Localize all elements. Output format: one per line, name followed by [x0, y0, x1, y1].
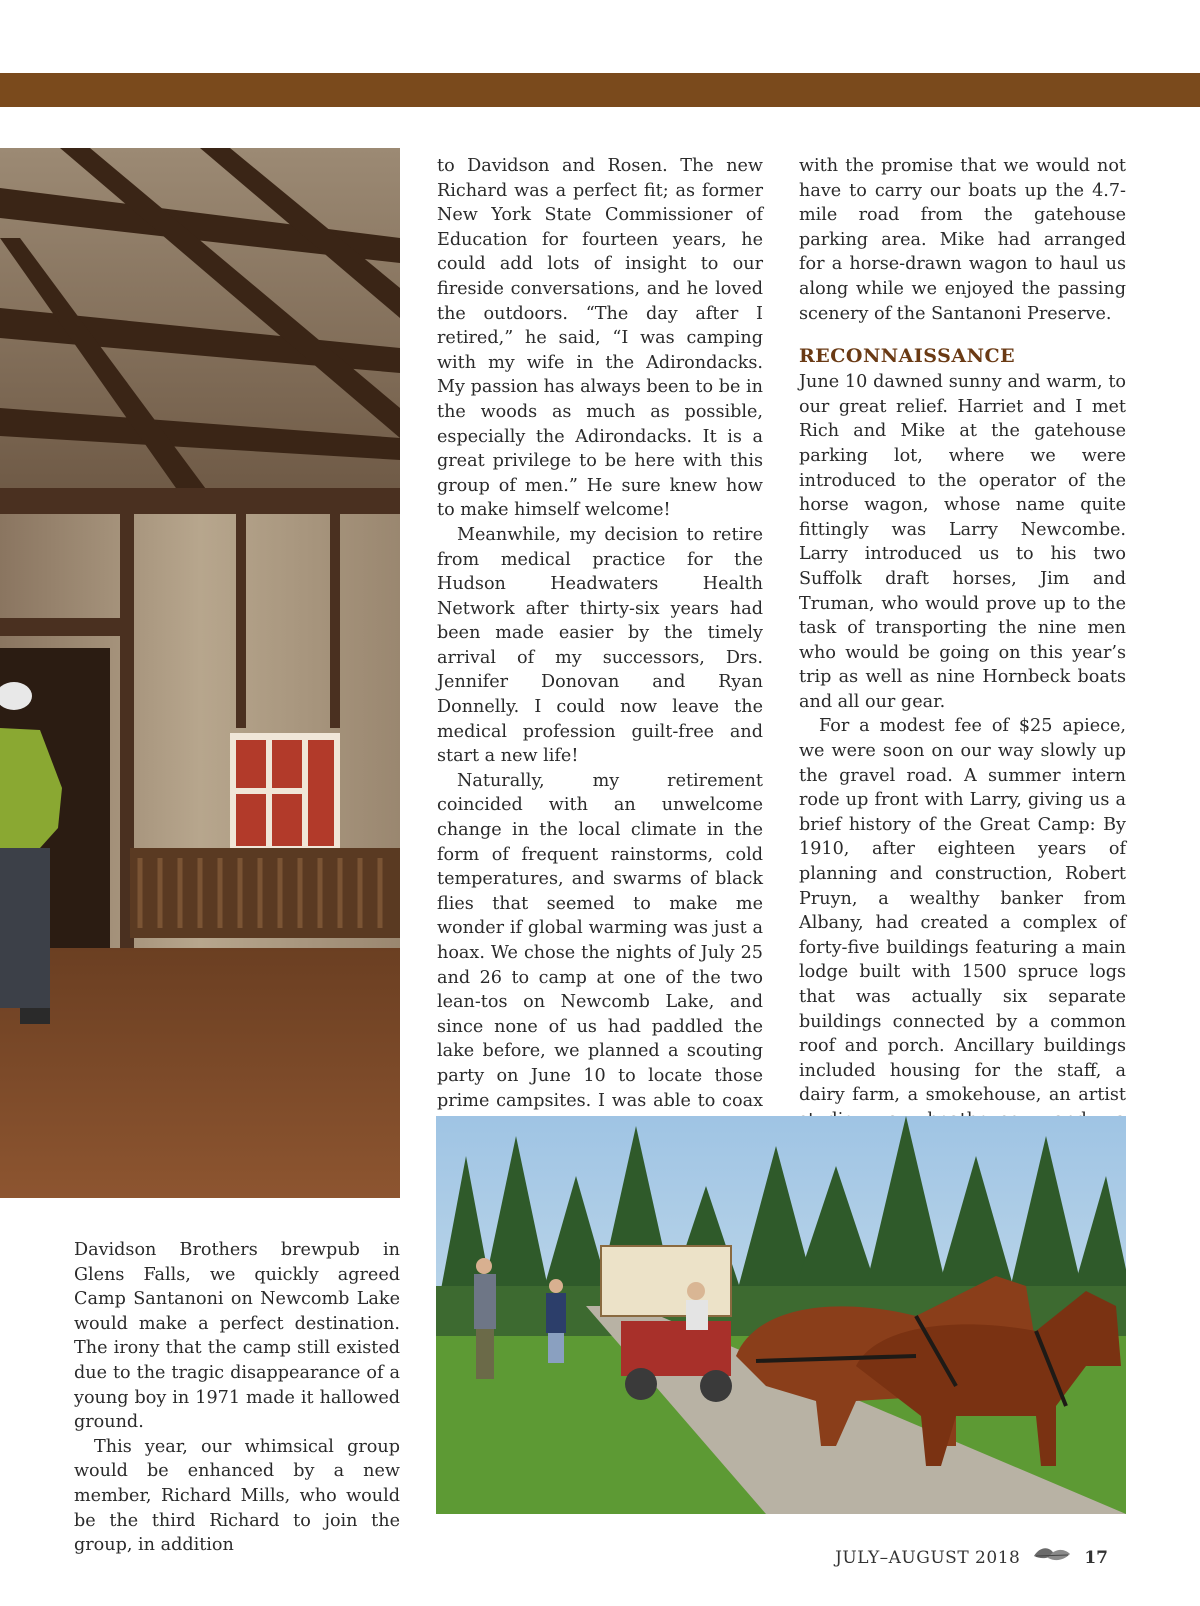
paragraph: For a modest fee of $25 apiece, we were soon on our way slowly up the gravel road. A summer intern rode up front with Larry, giving us a brief history of the Great Camp: By 1910, after eighteen years of planning and construction, Robert Pruyn, a wealthy banker from Albany, had created a complex of forty-five buildings featuring a main lodge built with 1500 spruce logs that was actually six separate buildings connected by a common roof and porch. Ancillary buildings included housing for the staff, a dairy farm, a smokehouse, an artist	[799, 716, 1126, 1106]
issue-date: JULY–AUGUST 2018	[835, 1547, 1021, 1568]
section-heading: RECONNAISSANCE	[799, 345, 1016, 368]
page-footer	[835, 1544, 1108, 1571]
horse-wagon-photo	[436, 1116, 1126, 1514]
paragraph: Naturally, my retirement coincided with an unwelcome change in the local climate in the form of frequent rainstorms, cold temperatures, and swarms of black flies that seemed to make me wonder if global warming was just a hoax. We chose the nights of July 25 and 26 to camp at one of the two lean-tos on Newcomb Lake, and since none of us had paddled the lake before, we planned a scouting party on June 10 to locate those prime campsites. I was able to coax	[437, 770, 763, 1111]
article-column-left	[74, 1238, 400, 1558]
paragraph: This year, our whimsical group would be enhanced by a new member, Richard Mills, who would be the third Richard to join the group, in addition	[74, 1436, 400, 1556]
page-number: 17	[1084, 1547, 1108, 1568]
paragraph: June 10 dawned sunny and warm, to our great relief. Harriet and I met Rich and Mike at the gatehouse parking lot, where we were introduced to the operator of the horse wagon, whose name quite fittingly was Larry Newcombe. Larry introduced us to his two Suffolk draft horses, Jim and Truman, who would prove up to the task of transporting the nine men who would be going on this year’s trip as well as nine Hornbeck boats and all our gear.	[799, 372, 1126, 712]
article-column-middle	[437, 154, 763, 1187]
paragraph: Davidson Brothers brewpub in Glens Falls, we quickly agreed Camp Santanoni on Newcomb Lake would make a perfect destination. The irony that the camp still existed due to the tragic disappearance of a young boy in 1971 made it hallowed ground.	[74, 1240, 400, 1433]
lodge-interior-photo	[0, 148, 400, 1198]
leaf-ornament-icon	[1032, 1544, 1072, 1571]
paragraph: with the promise that we would not have to carry our boats up the 4.7-mile road from the gatehouse parking area. Mike had arranged for a horse-drawn wagon to haul us along while we enjoyed the passing scenery of the Santanoni Preserve.	[799, 156, 1126, 324]
paragraph: to Davidson and Rosen. The new Richard was a perfect fit; as former New York State Commissioner of Education for fourteen years, he could add lots of insight to our fireside conversations, and he loved the outdoors. “The day after I retired,” he said, “I was camping with my wife in the Adirondacks. My passion has always been to be in the woods as much as possible, especially the Adirondacks. It is a great privilege to be here with this group of men.” He sure knew how to make himself welcome!	[437, 156, 763, 521]
header-color-band	[0, 73, 1200, 107]
article-column-right	[799, 154, 1126, 1182]
paragraph: Meanwhile, my decision to retire from medical practice for the Hudson Headwaters Health Network after thirty-six years had been made easier by the timely arrival of my successors, Drs. Jennifer Donovan and Ryan Donnelly. I could now leave the medical profession guilt-free and start a new life!	[437, 524, 763, 767]
